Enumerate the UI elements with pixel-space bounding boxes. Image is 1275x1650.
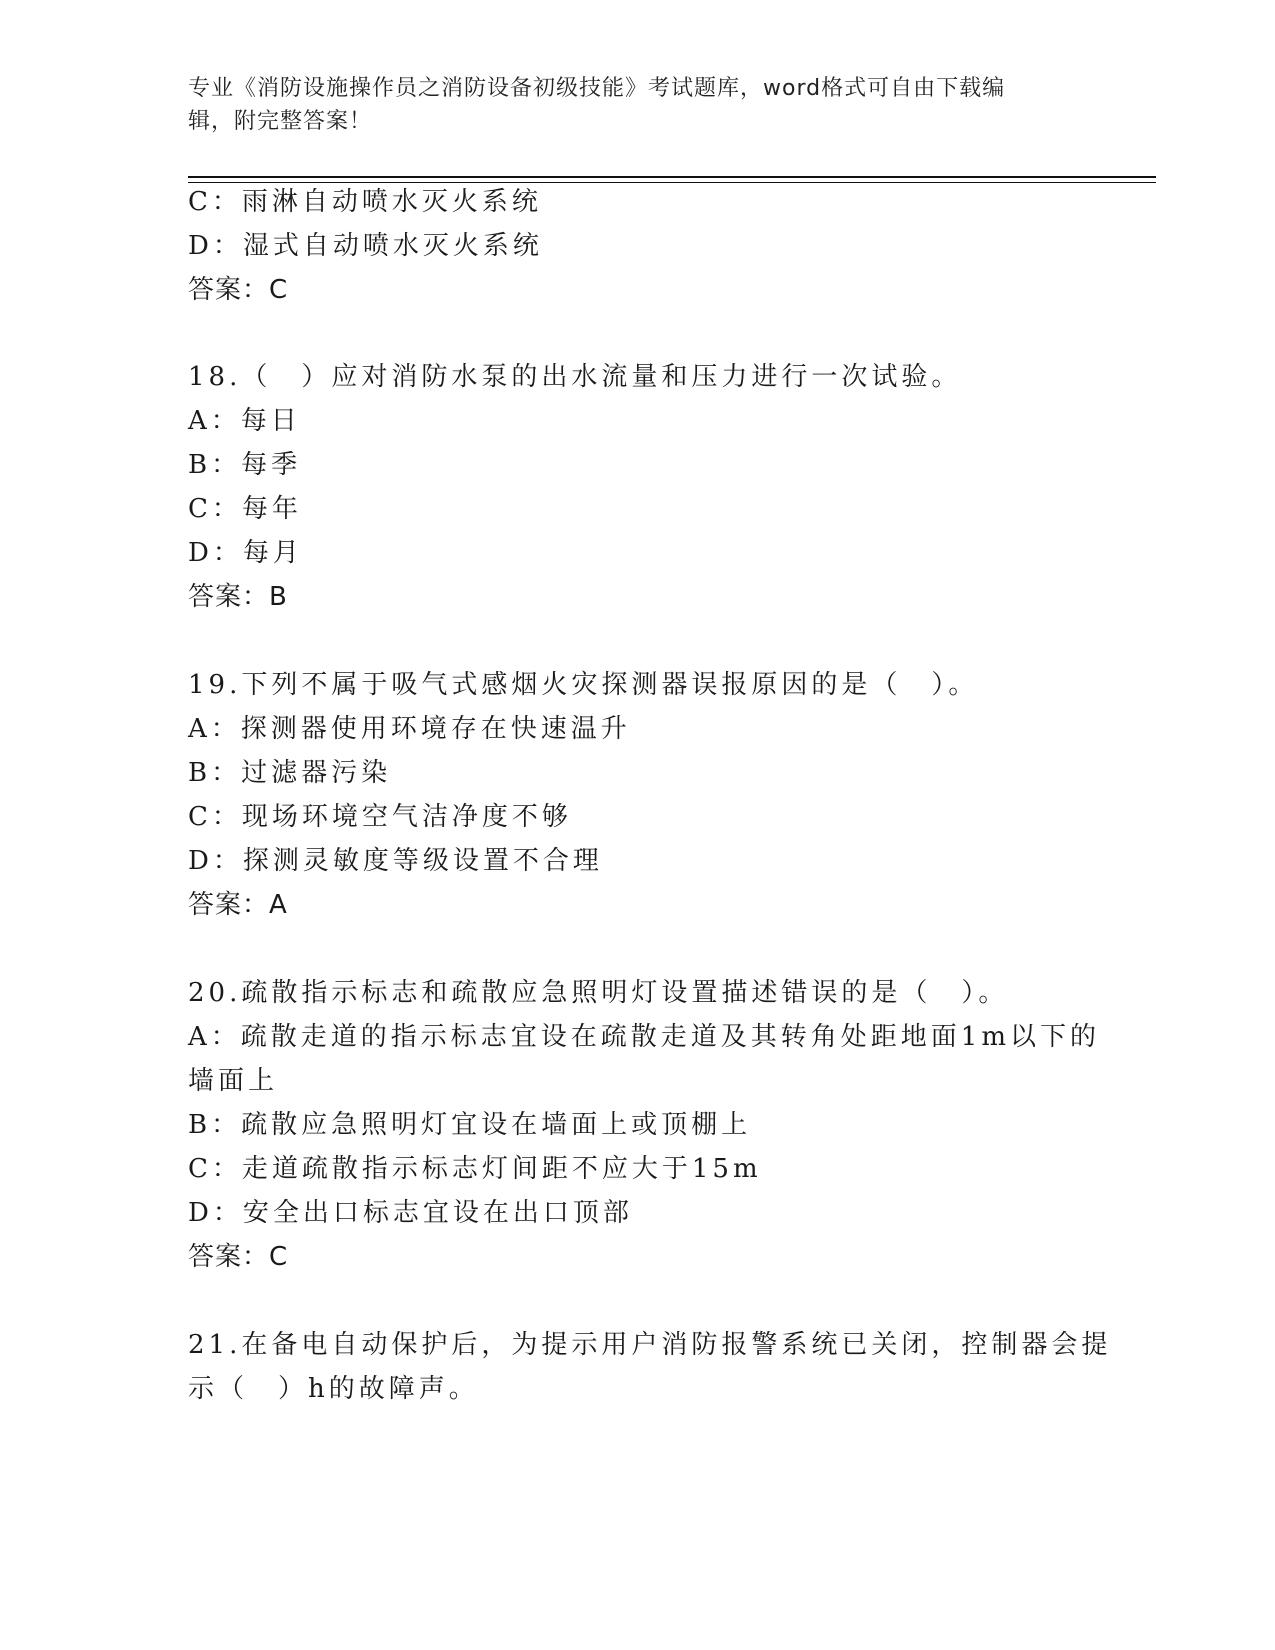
header-line-1: 专业《消防设施操作员之消防设备初级技能》考试题库，word格式可自由下载编 (188, 76, 1006, 101)
question-19-option-b: B：过滤器污染 (188, 758, 392, 788)
option-d: D：湿式自动喷水灭火系统 (188, 231, 543, 261)
question-19-stem: 19.下列不属于吸气式感烟火灾探测器误报原因的是（ ）。 (188, 670, 979, 700)
header-divider-thin (188, 182, 1156, 183)
answer-line: 答案：C (188, 275, 289, 305)
question-18-option-a: A：每日 (188, 406, 301, 436)
question-18-option-d: D：每月 (188, 538, 303, 568)
question-21-stem: 21.在备电自动保护后，为提示用户消防报警系统已关闭，控制器会提 (188, 1330, 1112, 1360)
document-header (188, 72, 1068, 138)
header-divider-thick (188, 176, 1156, 178)
question-18-answer: 答案：B (188, 582, 288, 612)
question-20-option-c: C：走道疏散指示标志灯间距不应大于15m (188, 1154, 762, 1184)
question-20-option-b: B：疏散应急照明灯宜设在墙面上或顶棚上 (188, 1110, 752, 1140)
question-21-stem-continued: 示（ ）h的故障声。 (188, 1374, 479, 1404)
question-20-option-a-continued: 墙面上 (188, 1066, 279, 1096)
question-20-answer: 答案：C (188, 1242, 289, 1272)
question-20-stem: 20.疏散指示标志和疏散应急照明灯设置描述错误的是（ ）。 (188, 978, 1009, 1008)
header-line-2: 辑，附完整答案！ (188, 109, 373, 134)
option-c: C：雨淋自动喷水灭火系统 (188, 187, 542, 217)
question-18-option-c: C：每年 (188, 494, 302, 524)
question-19-option-c: C：现场环境空气洁净度不够 (188, 802, 572, 832)
question-19-option-d: D：探测灵敏度等级设置不合理 (188, 846, 603, 876)
question-20-option-a: A：疏散走道的指示标志宜设在疏散走道及其转角处距地面1m以下的 (188, 1022, 1100, 1052)
question-19-option-a: A：探测器使用环境存在快速温升 (188, 714, 631, 744)
question-18-option-b: B：每季 (188, 450, 302, 480)
question-20-option-d: D：安全出口标志宜设在出口顶部 (188, 1198, 633, 1228)
question-18-stem: 18.（ ）应对消防水泵的出水流量和压力进行一次试验。 (188, 362, 962, 392)
question-19-answer: 答案：A (188, 890, 288, 920)
